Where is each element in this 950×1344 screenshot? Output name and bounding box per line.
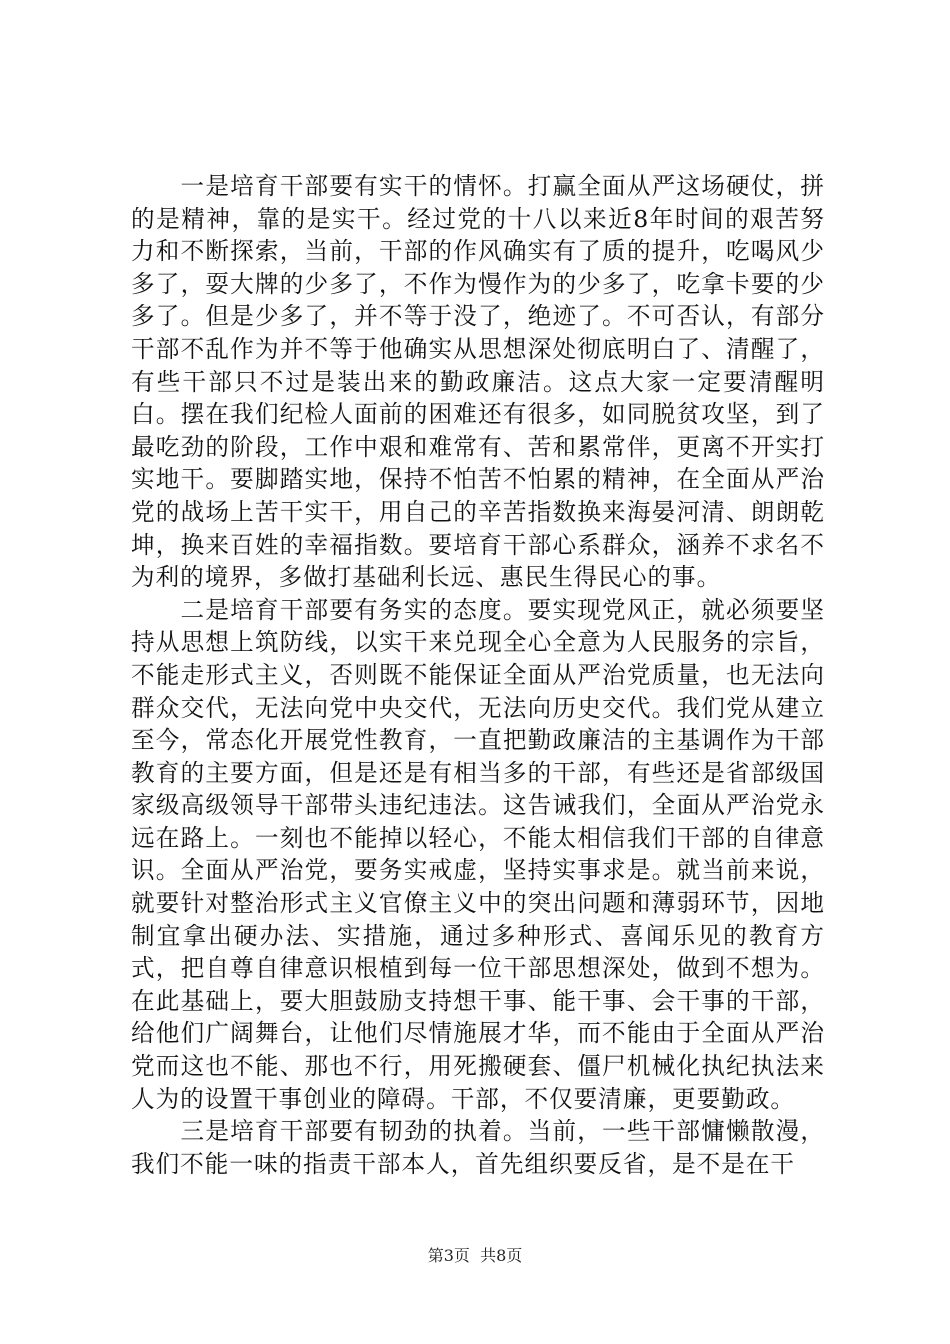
page-footer [0, 1246, 950, 1266]
paragraph-1: 一是培育干部要有实干的情怀。打赢全面从严这场硬仗，拼的是精神，靠的是实干。经过党的十八以来近8年时间的艰苦努力和不断探索，当前，干部的作风确实有了质的提升，吃喝风少多了，耍大牌的少多了，不作为慢作为的少多了，吃拿卡要的少多了。但是少多了，并不等于没了，绝迹了。不可否认，有部分干部不乱作为并不等于他确实从思想深处彻底明白了、清醒了，有些干部只不过是装出来的勤政廉洁。这点大家一定要清醒明白。摆在我们纪检人面前的困难还有很多，如同脱贫攻坚，到了最吃劲的阶段，工作中艰和难常有、苦和累常伴，更离不开实打实地干。要脚踏实地，保持不怕苦不怕累的精神，在全面从严治党的战场上苦干实干，用自己的辛苦指数换来海晏河清、朗朗乾坤，换来百姓的幸福指数。要培育干部心系群众，涵养不求名不为利的境界，多做打基础利长远、惠民生得民心的事。 [131, 172, 825, 592]
paragraph-3: 三是培育干部要有韧劲的执着。当前，一些干部慵懒散漫，我们不能一味的指责干部本人，首先组织要反省，是不是在干 [131, 1117, 825, 1178]
paragraph-2: 二是培育干部要有务实的态度。要实现党风正，就必须要坚持从思想上筑防线，以实干来兑现全心全意为人民服务的宗旨，不能走形式主义，否则既不能保证全面从严治党质量，也无法向群众交代，无法向党中央交代，无法向历史交代。我们党从建立至今，常态化开展党性教育，一直把勤政廉洁的主基调作为干部教育的主要方面，但是还是有相当多的干部，有些还是省部级国家级高级领导干部带头违纪违法。这告诫我们，全面从严治党永远在路上。一刻也不能掉以轻心，不能太相信我们干部的自律意识。全面从严治党，要务实戒虚，坚持实事求是。就当前来说，就要针对整治形式主义官僚主义中的突出问题和薄弱环节，因地制宜拿出硬办法、实措施，通过多种形式、喜闻乐见的教育方式，把自尊自律意识根植到每一位干部思想深处，做到不想为。在此基础上，要大胆鼓励支持想干事、能干事、会干事的干部，给他们广阔舞台，让他们尽情施展才华，而不能由于全面从严治党而这也不能、那也不行，用死搬硬套、僵尸机械化执纪执法来人为的设置干事创业的障碍。干部，不仅要清廉，更要勤政。 [131, 595, 825, 1113]
document-body [131, 170, 825, 1180]
page-number: 第3页 [427, 1246, 470, 1265]
page-total: 共8页 [480, 1246, 523, 1265]
